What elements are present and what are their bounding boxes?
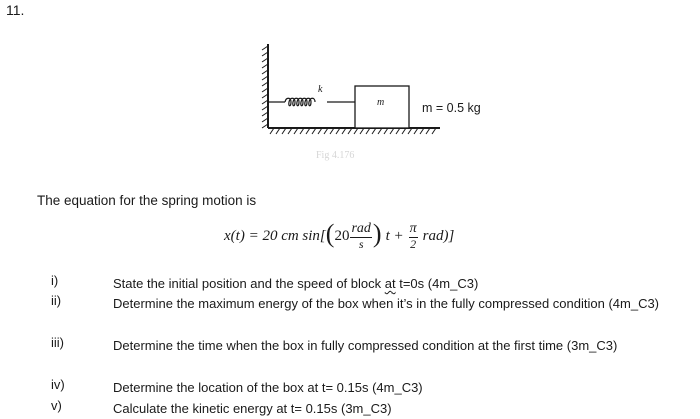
item-text: Calculate the kinetic energy at t= 0.15s (3m_C3) bbox=[113, 401, 392, 416]
equation-open-paren: ( bbox=[325, 219, 335, 249]
phase-numerator: π bbox=[409, 221, 417, 236]
spring-mass-figure bbox=[0, 0, 700, 190]
equation-middle: t + bbox=[385, 227, 404, 244]
figure-caption: Fig 4.176 bbox=[316, 150, 355, 161]
item-text: Determine the time when the box in fully compressed condition at the first time (3m_C3) bbox=[113, 338, 618, 353]
block-mass-symbol: m bbox=[377, 97, 385, 108]
item-text: Determine the location of the box at t= 0.15s (4m_C3) bbox=[113, 380, 423, 395]
fraction-denominator: s bbox=[358, 236, 364, 251]
item-text-pre: State the initial position and the speed of block bbox=[113, 276, 385, 291]
item-text-underlined: at bbox=[384, 276, 396, 291]
spring bbox=[268, 98, 355, 106]
spring-constant-label: k bbox=[318, 84, 323, 95]
question-number: 11. bbox=[6, 2, 25, 18]
equation-end: rad)] bbox=[422, 227, 455, 244]
phase-fraction bbox=[409, 222, 418, 250]
fraction-numerator: rad bbox=[351, 221, 371, 236]
phase-denominator: 2 bbox=[410, 236, 417, 251]
equation-lhs: x(t) = 20 cm sin[ bbox=[224, 227, 326, 244]
item-text-post: t=0s (4m_C3) bbox=[395, 276, 479, 291]
item-text bbox=[113, 273, 698, 294]
mass-value-label: m = 0.5 kg bbox=[422, 101, 481, 115]
item-numeral: iii) bbox=[51, 335, 64, 350]
equation-close-paren: ) bbox=[372, 219, 382, 249]
item-numeral: v) bbox=[51, 398, 62, 413]
equation-intro: The equation for the spring motion is bbox=[37, 193, 257, 208]
motion-equation bbox=[224, 219, 455, 251]
item-numeral: ii) bbox=[51, 293, 62, 308]
item-numeral: i) bbox=[51, 273, 59, 288]
item-text: Determine the maximum energy of the box when it’s in the fully compressed condition (4m_C3) bbox=[113, 296, 660, 311]
item-numeral: iv) bbox=[51, 377, 65, 392]
equation-coefficient: 20 bbox=[334, 227, 350, 244]
angular-unit-fraction bbox=[350, 222, 371, 250]
